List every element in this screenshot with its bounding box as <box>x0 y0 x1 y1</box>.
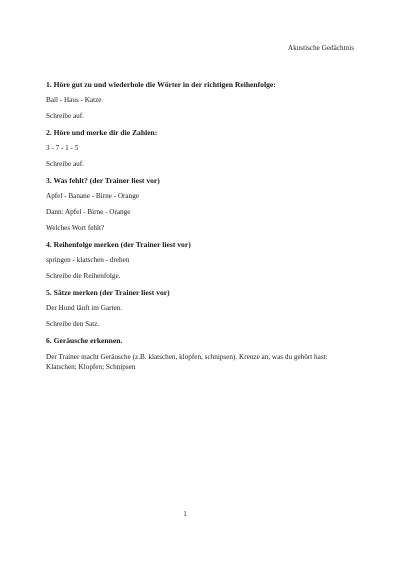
section-3-title: 3. Was fehlt? (der Trainer liest vor) <box>46 176 160 185</box>
section-5-instruction: Schreibe den Satz. <box>46 320 100 328</box>
section-2-instruction: Schreibe auf. <box>46 160 84 168</box>
section-1-words: Ball - Haus - Katze <box>46 96 102 104</box>
section-4-title: 4. Reihenfolge merken (der Trainer liest vor) <box>46 240 191 249</box>
section-1-title: 1. Höre gut zu und wiederhole die Wörter in der richtigen Reihenfolge: <box>46 80 276 89</box>
page-header-title: Akustische Gedächtnis <box>287 44 354 52</box>
section-6-title: 6. Geräusche erkennen. <box>46 336 123 345</box>
page-number: 1 <box>183 510 187 518</box>
section-4 <box>46 240 356 281</box>
section-1 <box>46 80 356 121</box>
worksheet-content <box>46 80 356 379</box>
section-4-sequence: springen - klatschen - drehen <box>46 256 130 264</box>
section-2-numbers: 3 - 7 - 1 - 5 <box>46 144 79 152</box>
section-1-instruction: Schreibe auf. <box>46 112 84 120</box>
section-5-sentence: Der Hund läuft im Garten. <box>46 304 123 312</box>
section-2-title: 2. Höre und merke dir die Zahlen: <box>46 128 158 137</box>
section-3-list-full: Apfel - Banane - Birne - Orange <box>46 192 139 200</box>
section-6-instruction: Der Trainer macht Geräusche (z.B. klatschen, klopfen, schnipsen). Kreuze an, was du gehört hast: Klatschen; Klopfen; Schnipsen <box>46 353 328 371</box>
section-5 <box>46 288 356 329</box>
section-2 <box>46 128 356 169</box>
section-5-title: 5. Sätze merken (der Trainer liest vor) <box>46 288 170 297</box>
section-3-question: Welches Wort fehlt? <box>46 224 105 232</box>
section-4-instruction: Schreibe die Reihenfolge. <box>46 272 121 280</box>
section-6 <box>46 336 356 372</box>
section-3-list-partial: Dann: Apfel - Birne - Orange <box>46 208 131 216</box>
section-3 <box>46 176 356 233</box>
